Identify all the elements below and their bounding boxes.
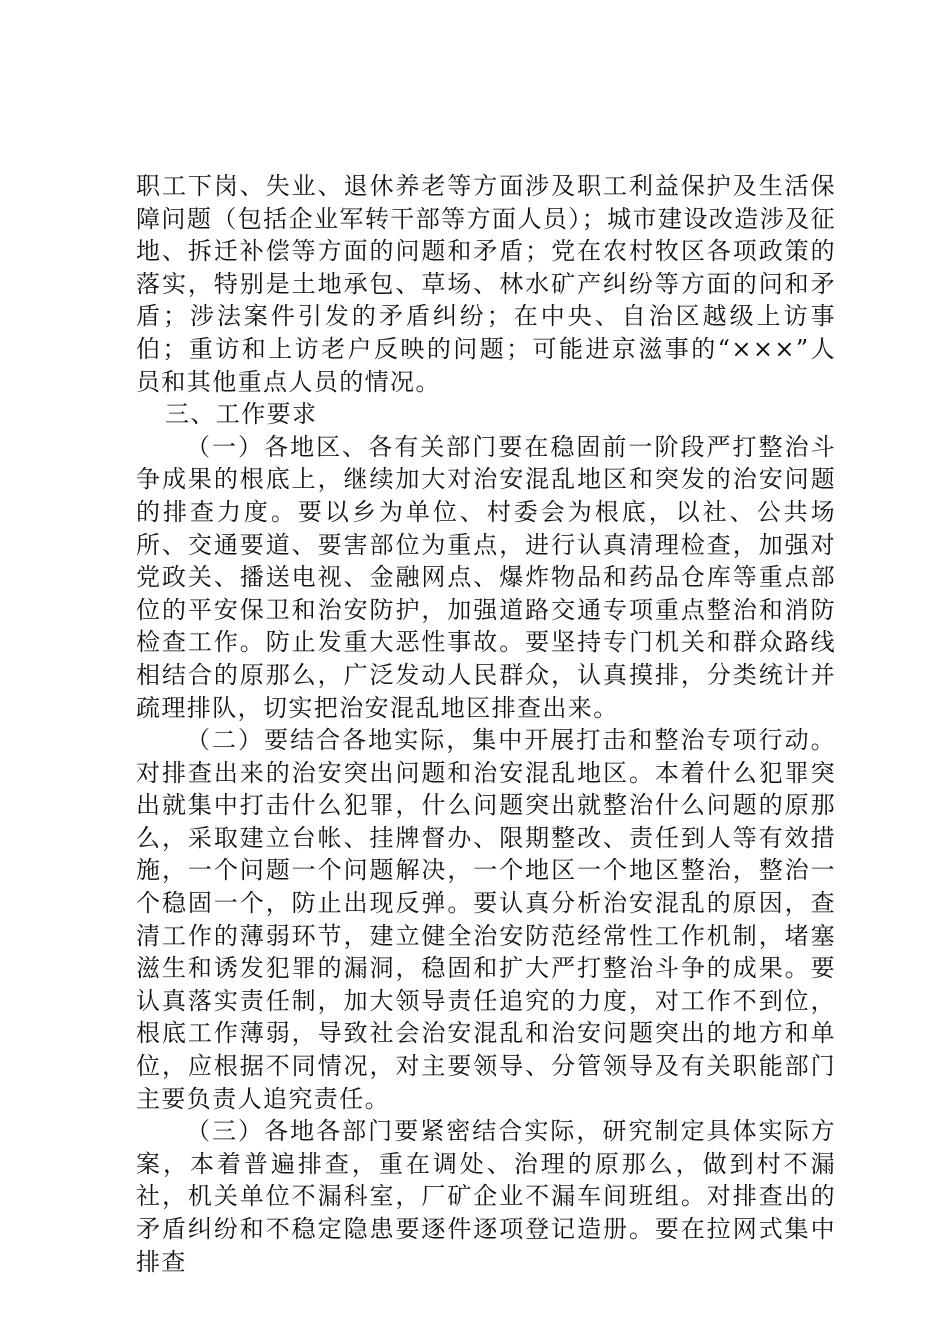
paragraph-intro-continued: 职工下岗、失业、退休养老等方面涉及职工利益保护及生活保障问题（包括企业军转干部等方面人员）；城市建设改造涉及征地、拆迁补偿等方面的问题和矛盾；党在农村牧区各项政策的落实，特别是土地承包、草场、林水矿产纠纷等方面的问和矛盾；涉法案件引发的矛盾纠纷；在中央、自治区越级上访事伯；重访和上访老户反映的问题；可能进京滋事的“×××”人员和其他重点人员的情况。 (136, 172, 836, 396)
paragraph-item-3: （三）各地各部门要紧密结合实际，研究制定具体实际方案，本着普遍排查，重在调处、治理的原那么，做到村不漏社，机关单位不漏科室，厂矿企业不漏车间班组。对排查出的矛盾纠纷和不稳定隐患要逐件逐项登记造册。要在拉网式集中排查 (136, 1117, 836, 1276)
section-heading: 三、工作要求 (165, 400, 318, 429)
document-body (136, 170, 836, 1278)
paragraph-item-2: （二）要结合各地实际，集中开展打击和整治专项行动。对排查出来的治安突出问题和治安混乱地区。本着什么犯罪突出就集中打击什么犯罪，什么问题突出就整治什么问题的原那么，采取建立台帐、挂牌督办、限期整改、责任到人等有效措施，一个问题一个问题解决，一个地区一个地区整治，整治一个稳固一个，防止出现反弹。要认真分析治安混乱的原因，查清工作的薄弱环节，建立健全治安防范经常性工作机制，堵塞滋生和诱发犯罪的漏洞，稳固和扩大严打整治斗争的成果。要认真落实责任制，加大领导责任追究的力度，对工作不到位，根底工作薄弱，导致社会治安混乱和治安问题突出的地方和单位，应根据不同情况，对主要领导、分管领导及有关职能部门主要负责人追究责任。 (136, 726, 836, 1113)
paragraph-item-1: （一）各地区、各有关部门要在稳固前一阶段严打整治斗争成果的根底上，继续加大对治安混乱地区和突发的治安问题的排查力度。要以乡为单位、村委会为根底，以社、公共场所、交通要道、要害部位为重点，进行认真清理检查，加强对党政关、播送电视、金融网点、爆炸物品和药品仓库等重点部位的平安保卫和治安防护，加强道路交通专项重点整治和消防检查工作。防止发重大恶性事故。要坚持专门机关和群众路线相结合的原那么，广泛发动人民群众，认真摸排，分类统计并疏理排队，切实把治安混乱地区排查出来。 (136, 432, 836, 722)
